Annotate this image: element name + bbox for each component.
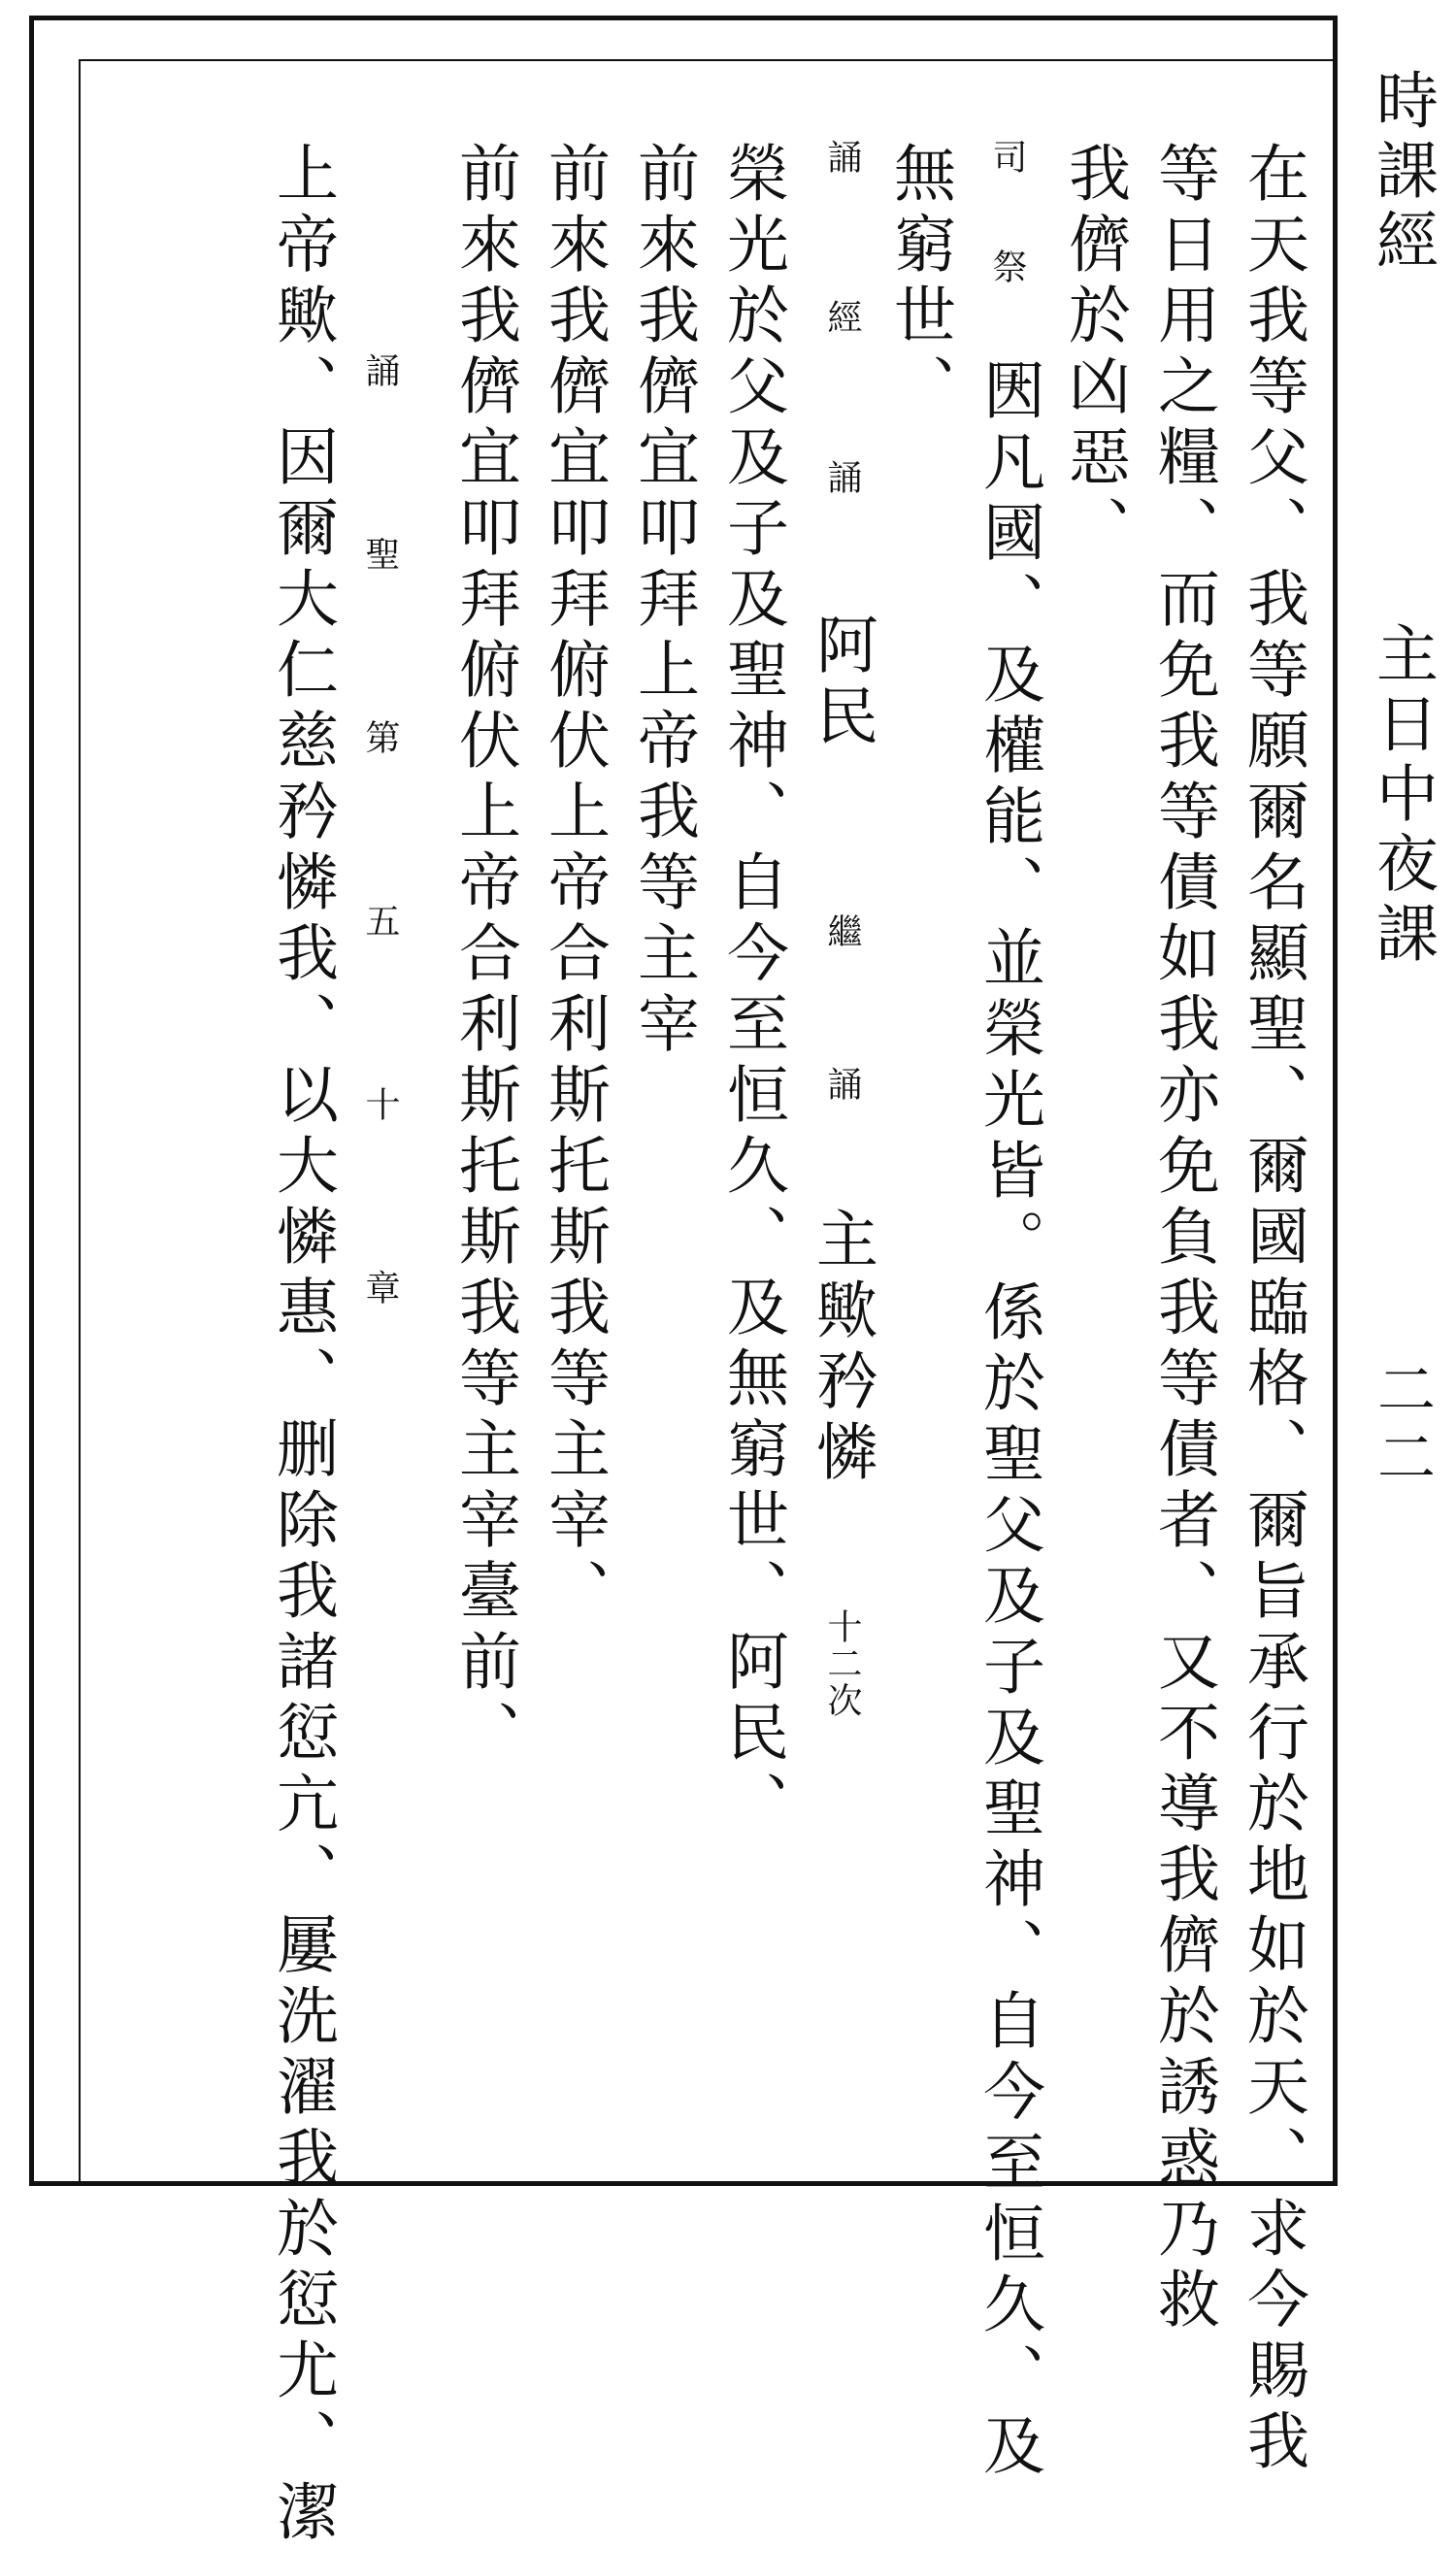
text-column-7: 前來我儕宜叩拜上帝我等主宰 [627, 141, 699, 1062]
text-column-1: 在天我等父、我等願爾名顯聖、爾國臨格、爾旨承行於地如於天、求今賜我 [1237, 141, 1308, 2479]
rubric-priest-says: 司 祭 曰 [987, 139, 1027, 411]
text-column-8: 前來我儕宜叩拜俯伏上帝合利斯托斯我等主宰、 [538, 141, 610, 1629]
text-column-10: 上帝歟、因爾大仁慈矜憐我、以大憐惠、删除我諸愆亢、屢洗濯我於愆尤、潔 [266, 141, 338, 2550]
text-column-9: 前來我儕宜叩拜俯伏上帝合利斯托斯我等主宰臺前、 [448, 141, 520, 1771]
page-number: 二二 [1368, 1359, 1436, 1495]
page-frame [29, 16, 1338, 2550]
section-title: 主日中夜課 [1366, 621, 1438, 971]
psalm-heading: 誦 聖 第 五 十 章 [360, 352, 400, 1359]
text-column-2: 等日用之糧、而免我等債如我亦免負我等債者、又不導我儕於誘惑乃救 [1147, 141, 1219, 2337]
text-column-4: 因凡國、及權能、並榮光皆。係於聖父及子及聖神、自今至恒久、及 [973, 358, 1044, 2484]
rubric-recite-scripture: 誦 經 誦 [822, 139, 862, 537]
book-title: 時課經 [1366, 68, 1438, 278]
text-column-5: 無窮世、 [883, 141, 955, 424]
rubric-lord-have-mercy: 主歟矜憐 [806, 1207, 877, 1490]
rubric-twelve-times: 十二次 [822, 1608, 862, 1719]
rubric-continue-recite: 繼 誦 [822, 913, 862, 1140]
rubric-amen: 阿民 [806, 613, 877, 754]
text-column-3: 我儕於凶惡、 [1058, 141, 1130, 566]
text-column-6: 榮光於父及子及聖神、自今至恒久、及無窮世、阿民、 [716, 141, 788, 1841]
text-area [79, 59, 1335, 2550]
